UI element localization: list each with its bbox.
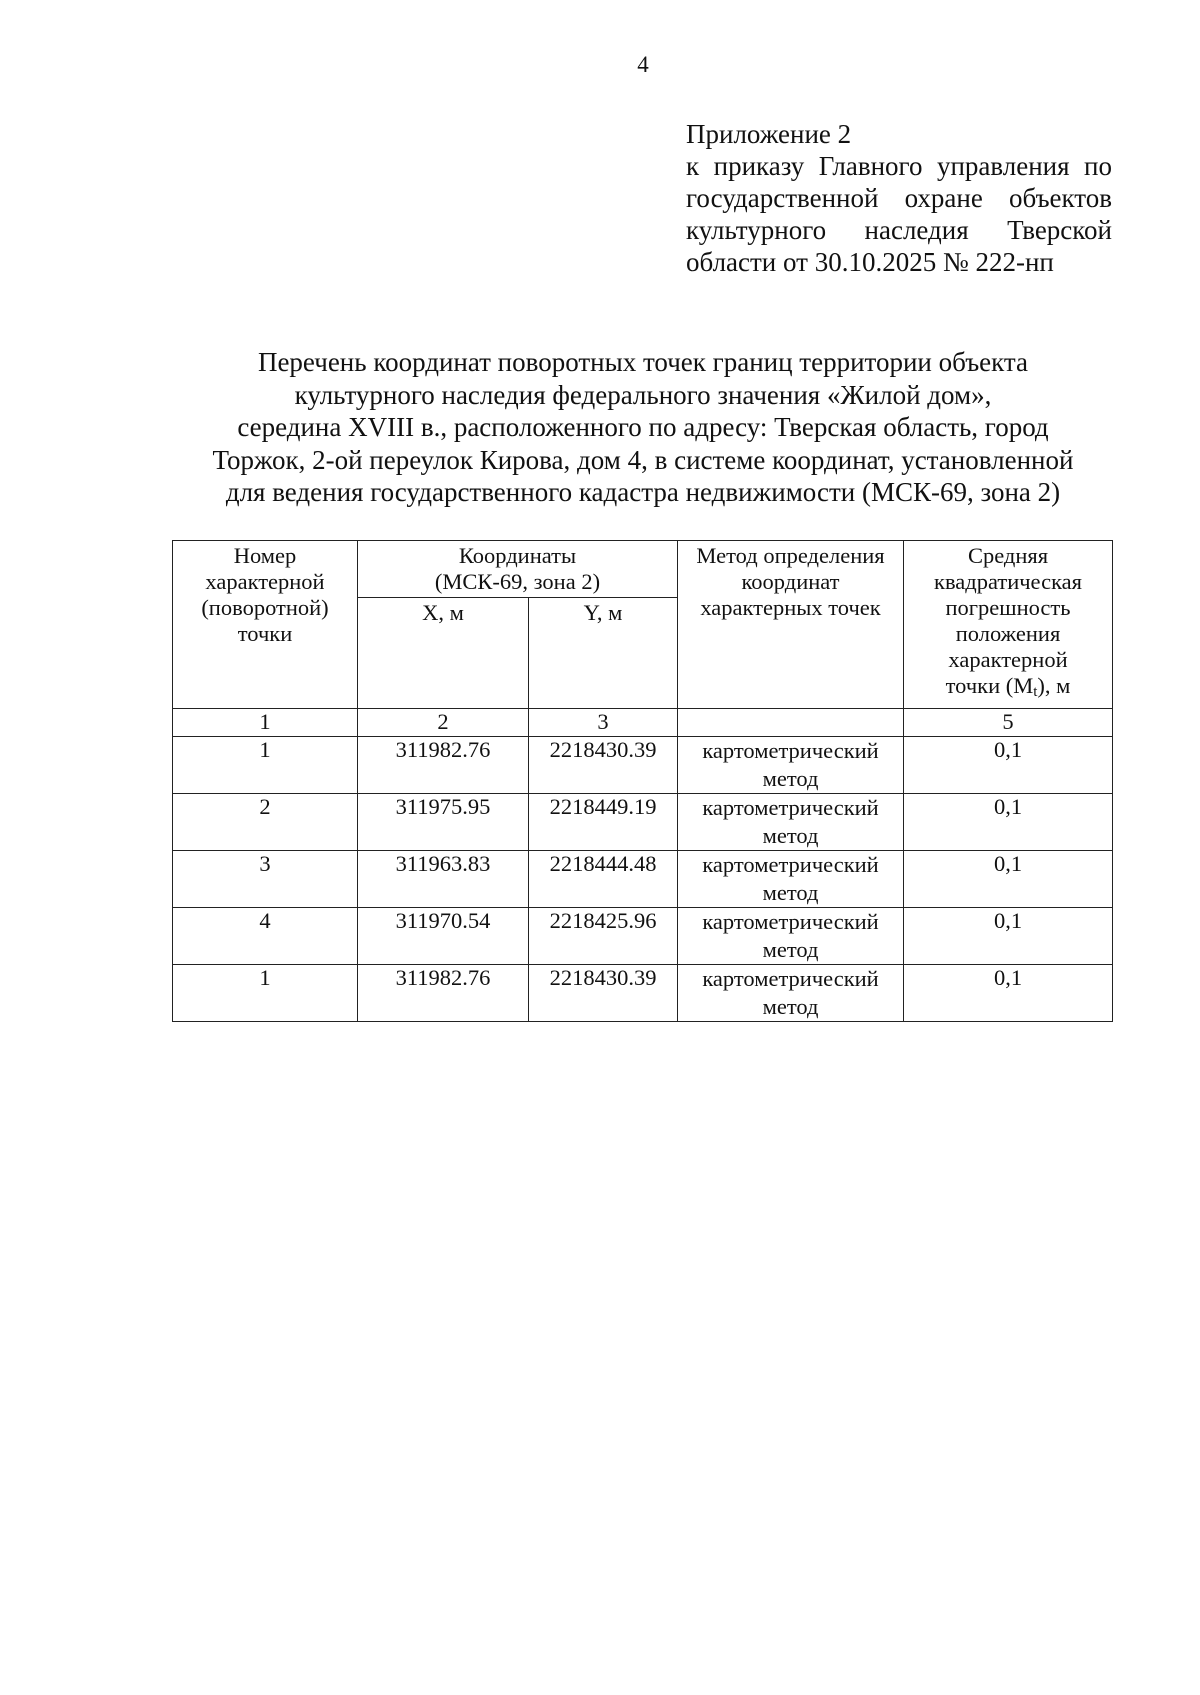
cell-point: 1 [173,737,358,794]
column-number [678,709,904,737]
cell-method [678,965,904,1022]
cell-x: 311970.54 [358,908,529,965]
cell-text: картометрический [702,909,879,934]
cell-x: 311975.95 [358,794,529,851]
appendix-title: Приложение 2 [686,119,852,149]
header-text [907,673,1109,705]
table-row [173,965,1113,1022]
header-point-number [173,541,358,709]
header-text: Номер [233,543,297,568]
table-header-row [173,541,1113,598]
cell-text: картометрический [702,795,879,820]
cell-x: 311982.76 [358,965,529,1022]
cell-error: 0,1 [904,737,1113,794]
header-text: точки [237,621,293,646]
heading-line: середина XVIII в., расположенного по адресу: Тверская область, город [237,412,1049,442]
cell-y: 2218430.39 [529,737,678,794]
header-text: Средняя [967,543,1049,568]
page-number: 4 [637,52,649,77]
cell-x: 311982.76 [358,737,529,794]
coordinates-table [172,540,1113,1022]
cell-error: 0,1 [904,908,1113,965]
header-coordinates [358,541,678,598]
cell-method [678,908,904,965]
cell-text: картометрический [702,738,879,763]
table-row [173,737,1113,794]
header-text: (МСК-69, зона 2) [434,569,601,594]
header-text: Координаты [458,543,577,568]
cell-text: картометрический [702,852,879,877]
column-number: 5 [904,709,1113,737]
cell-text: метод [762,880,819,905]
header-text: характерных точек [700,595,881,620]
table-row [173,851,1113,908]
header-error [904,541,1113,709]
header-text: (поворотной) [201,595,329,620]
cell-text: метод [762,766,819,791]
cell-point: 2 [173,794,358,851]
header-subscript: t [1033,684,1038,700]
cell-text: метод [762,994,819,1019]
header-method [678,541,904,709]
header-text: координат [741,569,840,594]
cell-text: картометрический [702,966,879,991]
cell-y: 2218444.48 [529,851,678,908]
header-text: погрешность [945,595,1071,620]
cell-y: 2218430.39 [529,965,678,1022]
appendix-block [686,118,1112,278]
header-text: положения [955,621,1061,646]
cell-y: 2218449.19 [529,794,678,851]
header-x: X, м [358,598,529,709]
cell-error: 0,1 [904,794,1113,851]
header-text: характерной [948,647,1068,672]
heading-line: для ведения государственного кадастра недвижимости (МСК-69, зона 2) [225,477,1061,507]
column-number-row [173,709,1113,737]
cell-text: метод [762,937,819,962]
column-number: 2 [358,709,529,737]
cell-method [678,737,904,794]
appendix-line: к приказу Главного управления по [686,151,1112,181]
header-text: характерной [205,569,325,594]
cell-method [678,794,904,851]
table-row [173,794,1113,851]
table-row [173,908,1113,965]
heading-line: культурного наследия федерального значения «Жилой дом», [294,379,992,410]
cell-error: 0,1 [904,965,1113,1022]
cell-y: 2218425.96 [529,908,678,965]
cell-x: 311963.83 [358,851,529,908]
appendix-line: области от 30.10.2025 № 222-нп [686,247,1054,277]
cell-text: метод [762,823,819,848]
column-number: 3 [529,709,678,737]
appendix-line: культурного наследия Тверской [686,215,1112,245]
header-y: Y, м [529,598,678,709]
header-text-part: ), м [1037,673,1071,698]
column-number: 1 [173,709,358,737]
appendix-line: государственной охране объектов [686,183,1112,213]
heading-line: Перечень координат поворотных точек границ территории объекта [257,347,1029,377]
document-heading [140,346,1146,509]
heading-line: Торжок, 2-ой переулок Кирова, дом 4, в системе координат, установленной [212,444,1074,475]
header-text: квадратическая [934,569,1083,594]
cell-point: 4 [173,908,358,965]
header-text-part: точки (M [945,673,1034,698]
cell-point: 3 [173,851,358,908]
header-text: Метод определения [696,543,885,568]
cell-point: 1 [173,965,358,1022]
cell-method [678,851,904,908]
cell-error: 0,1 [904,851,1113,908]
